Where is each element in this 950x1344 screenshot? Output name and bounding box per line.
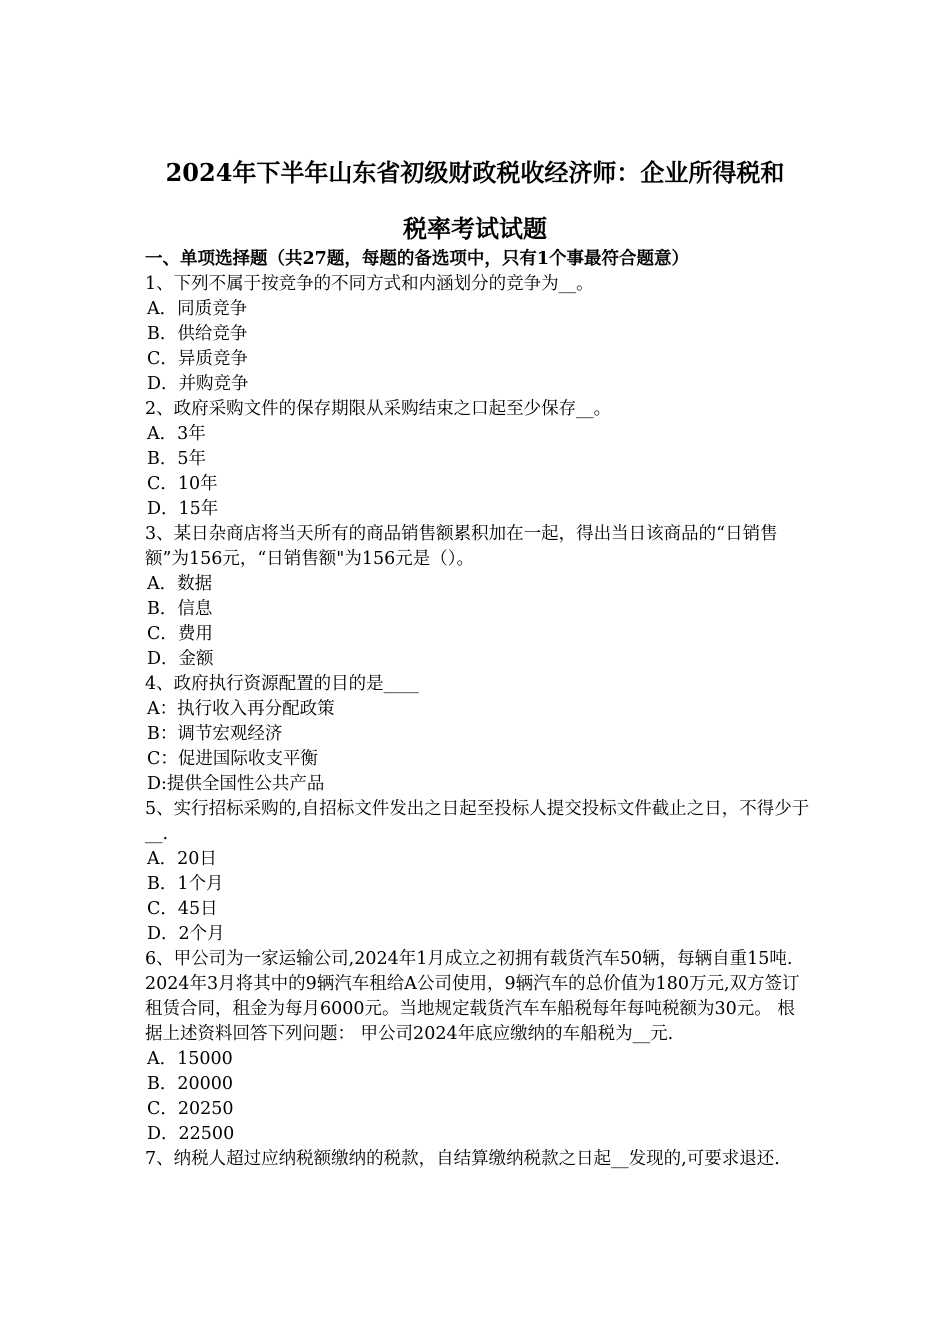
answer-option: C：促进国际收支平衡 [147, 749, 318, 769]
question-block [145, 272, 810, 397]
question-text: 2、政府采购文件的保存期限从采购结束之口起至少保存__。 [145, 399, 612, 419]
question-block [145, 672, 810, 797]
question-block [145, 397, 810, 522]
answer-option: A．15000 [147, 1049, 233, 1069]
question-text: 5、实行招标采购的,自招标文件发出之日起至投标人提交投标文件截止之日，不得少于__. [145, 799, 810, 844]
answer-option: C．10年 [147, 474, 218, 494]
question-block [145, 1147, 810, 1172]
answer-option: D．并购竞争 [147, 374, 249, 394]
document-title [120, 145, 830, 257]
answer-option: D．金额 [147, 649, 214, 669]
answer-option: B．20000 [147, 1074, 234, 1094]
question-text: 3、某日杂商店将当天所有的商品销售额累积加在一起，得出当日该商品的“日销售额”为156元，“日销售额"为156元是（）。 [145, 524, 778, 569]
answer-option: C．45日 [147, 899, 218, 919]
answer-option: B．供给竞争 [147, 324, 248, 344]
answer-option: C．费用 [147, 624, 213, 644]
question-text: 7、纳税人超过应纳税额缴纳的税款，自结算缴纳税款之日起__发现的,可要求退还. [145, 1149, 780, 1169]
title-line-2: 税率考试试题 [403, 214, 547, 243]
answer-option: D:提供全国性公共产品 [147, 774, 325, 794]
answer-option: D．22500 [147, 1124, 235, 1144]
question-block [145, 947, 810, 1147]
question-block [145, 522, 810, 672]
answer-option: B．信息 [147, 599, 213, 619]
answer-option: C．20250 [147, 1099, 234, 1119]
document-body [145, 247, 810, 1172]
answer-option: B．1个月 [147, 874, 224, 894]
question-text: 4、政府执行资源配置的目的是____ [145, 674, 419, 694]
answer-option: A．同质竞争 [147, 299, 248, 319]
answer-option: C．异质竞争 [147, 349, 248, 369]
answer-option: B．5年 [147, 449, 206, 469]
answer-option: D．15年 [147, 499, 219, 519]
answer-option: A．20日 [147, 849, 217, 869]
question-text: 1、下列不属于按竞争的不同方式和内涵划分的竞争为__。 [145, 274, 594, 294]
question-text: 6、甲公司为一家运输公司,2024年1月成立之初拥有载货汽车50辆，每辆自重15吨. 2024年3月将其中的9辆汽车租给A公司使用，9辆汽车的总价值为180万元,双方签订租赁合同，租金为每月6000元。当地规定载货汽车车船税每年每吨税额为30元。 根据上述资料回答下列问题： 甲公司2024年底应缴纳的车船税为__元. [145, 949, 800, 1044]
question-block [145, 797, 810, 947]
answer-option: B：调节宏观经济 [147, 724, 283, 744]
section-heading: 一、单项选择题（共27题，每题的备选项中，只有1个事最符合题意） [145, 249, 690, 269]
answer-option: A．3年 [147, 424, 206, 444]
answer-option: A．数据 [147, 574, 213, 594]
answer-option: A：执行收入再分配政策 [147, 699, 335, 719]
title-line-1: 2024年下半年山东省初级财政税收经济师：企业所得税和 [165, 158, 785, 187]
answer-option: D．2个月 [147, 924, 225, 944]
